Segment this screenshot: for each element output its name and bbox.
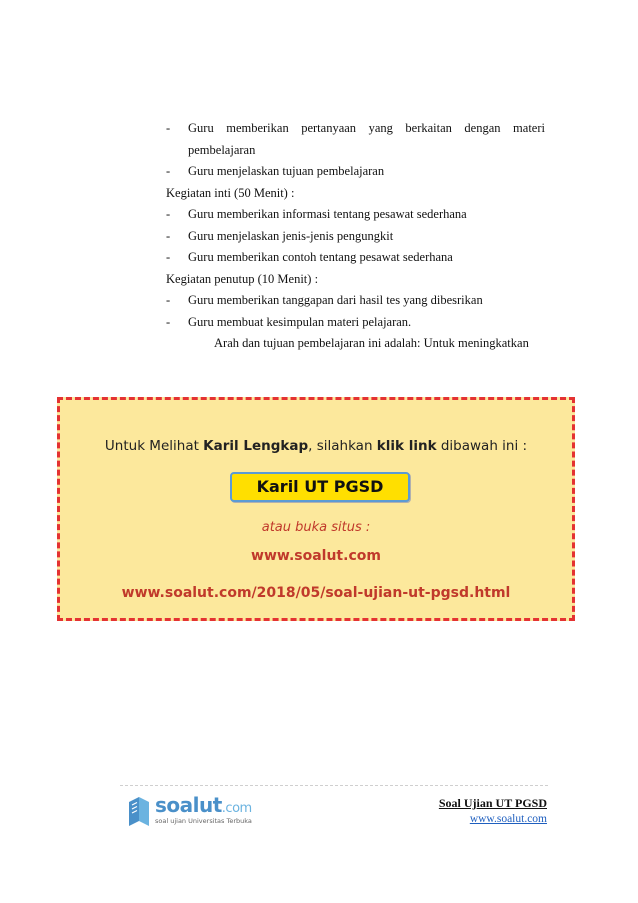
list-item [150, 290, 545, 312]
footer-divider [120, 785, 548, 786]
list-item-text: Guru memberikan informasi tentang pesawat sederhana [188, 207, 467, 221]
logo-tagline: soal ujian Universitas Terbuka [155, 817, 252, 825]
article-link[interactable]: www.soalut.com/2018/05/soal-ujian-ut-pgsd.html [121, 585, 511, 601]
list-item [150, 247, 545, 269]
book-icon [126, 793, 152, 827]
list-item-text: Guru memberikan pertanyaan yang berkaitan dengan materi pembelajaran [188, 121, 545, 157]
promo-text: , silahkan [308, 438, 377, 454]
bullet-dash: - [166, 250, 171, 264]
promo-text: dibawah ini : [436, 438, 528, 454]
list-item [150, 226, 545, 248]
paragraph-line: Arah dan tujuan pembelajaran ini adalah: Untuk meningkatkan [214, 336, 529, 350]
list-item [150, 161, 545, 183]
footer-info [439, 796, 547, 825]
promo-text: Untuk Melihat [104, 438, 204, 454]
logo-domain-suffix: .com [221, 801, 252, 816]
list-item-text: Guru menjelaskan jenis-jenis pengungkit [188, 228, 394, 243]
bullet-dash: - [166, 164, 171, 178]
promo-instruction [60, 438, 572, 454]
section-heading: Kegiatan penutup (10 Menit) : [166, 271, 319, 286]
promo-box [57, 397, 575, 621]
list-item [150, 312, 545, 334]
promo-bold-text: Karil Lengkap [203, 438, 309, 454]
bullet-dash: - [166, 228, 171, 243]
bullet-dash: - [166, 314, 171, 329]
footer-title[interactable]: Soal Ujian UT PGSD [438, 796, 547, 810]
list-item-text: Guru membuat kesimpulan materi pelajaran. [188, 314, 412, 329]
list-item-text: Guru memberikan contoh tentang pesawat sederhana [188, 250, 453, 264]
logo-wordmark [155, 793, 252, 817]
document-body [150, 118, 545, 355]
bullet-dash: - [166, 293, 171, 307]
karil-ut-pgsd-button[interactable]: Karil UT PGSD [230, 472, 410, 502]
promo-bold-text: klik link [376, 438, 437, 454]
bullet-dash: - [166, 207, 171, 221]
soalut-logo [126, 793, 286, 829]
list-item [150, 118, 545, 161]
logo-name-text: soalut [155, 793, 222, 817]
site-link[interactable]: www.soalut.com [251, 548, 381, 564]
list-item-text: Guru memberikan tanggapan dari hasil tes yang dibesrikan [188, 293, 483, 307]
or-visit-text: atau buka situs : [261, 520, 371, 535]
section-heading: Kegiatan inti (50 Menit) : [166, 185, 295, 200]
list-item [150, 204, 545, 226]
list-item-text: Guru menjelaskan tujuan pembelajaran [188, 164, 385, 178]
footer-url[interactable]: www.soalut.com [469, 813, 547, 825]
bullet-dash: - [166, 121, 171, 135]
